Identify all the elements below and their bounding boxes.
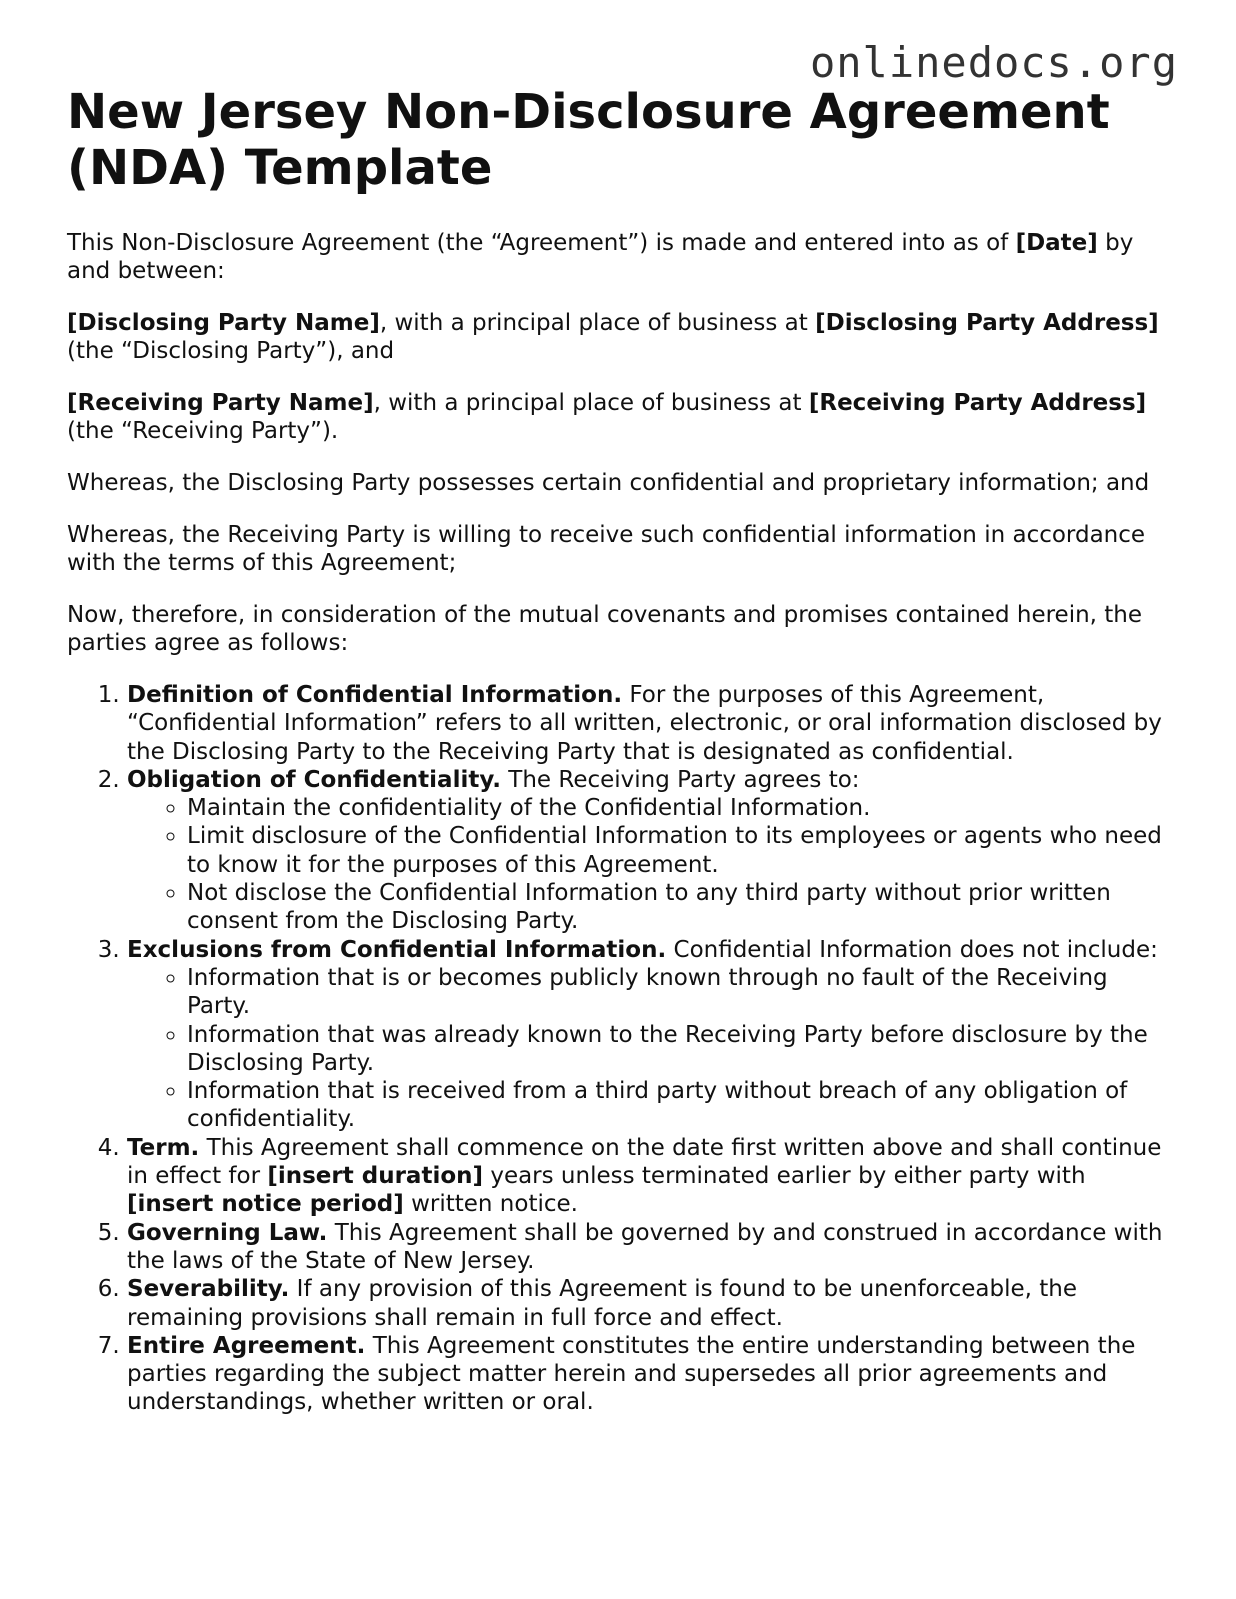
document-page [67,84,1167,1417]
notice-period-field: [insert notice period] [127,1191,404,1218]
obligation-sublist [127,794,1167,935]
whereas-paragraph-2: Whereas, the Receiving Party is willing to receive such confidential information in accordance with the terms of this Agreement; [67,522,1146,576]
clause-severability [127,1275,1167,1332]
clause-definition [127,681,1167,766]
disclosing-tail: (the “Disclosing Party”), and [67,338,395,364]
clause-text: This Agreement constitutes the entire understanding between the parties regarding the subject matter herein and supersedes all prior agreements and understandings, whether written or oral. [127,1332,1136,1416]
receiving-party-name-field: [Receiving Party Name] [67,390,374,416]
receiving-party-address-field: [Receiving Party Address] [808,390,1147,416]
clause-text: The Receiving Party agrees to: [500,766,860,793]
intro-text: This Non-Disclosure Agreement (the “Agreement”) is made and entered into as of [67,230,1016,256]
clause-heading: Definition of Confidential Information. [127,682,623,708]
intro-paragraph [67,229,1167,285]
disclosing-party-name-field: [Disclosing Party Name] [67,310,380,336]
clause-text: This Agreement shall commence on the date first written above and shall continue in effect for [127,1134,1162,1190]
clause-governing-law [127,1219,1167,1276]
list-item: ◦ Information that was already known to the Receiving Party before disclosure by the Disclosing Party. [187,1021,1167,1078]
clause-obligation [127,766,1167,936]
list-item: ◦ Limit disclosure of the Confidential Information to its employees or agents who need to know it for the purposes of this Agreement. [187,822,1167,879]
clause-heading: Entire Agreement. [127,1332,366,1359]
receiving-party-paragraph [67,389,1167,445]
clause-heading: Obligation of Confidentiality. [127,766,501,793]
clause-text: If any provision of this Agreement is found to be unenforceable, the remaining provisions shall remain in full force and effect. [127,1276,1077,1331]
clause-text: This Agreement shall be governed by and construed in accordance with the laws of the State of New Jersey. [127,1219,1163,1274]
exclusions-sublist [127,964,1167,1134]
page-title: New Jersey Non-Disclosure Agreement (NDA) Template [67,84,1110,196]
clause-heading: Governing Law. [127,1219,328,1246]
intro-text-after: by and between: [67,230,1134,284]
list-item: ◦ Maintain the confidentiality of the Confidential Information. [187,794,1167,822]
list-item: ◦ Information that is received from a third party without breach of any obligation of confidentiality. [187,1077,1167,1134]
clause-text: written notice. [403,1191,578,1218]
clauses-list [67,681,1167,1417]
disclosing-mid: , with a principal place of business at [379,310,816,336]
receiving-mid: , with a principal place of business at [373,390,809,416]
list-item: ◦ Information that is or becomes publicly known through no fault of the Receiving Party. [187,964,1167,1021]
watermark: onlinedocs.org [809,38,1178,87]
clause-term [127,1134,1167,1219]
clause-exclusions [127,936,1167,1134]
receiving-tail: (the “Receiving Party”). [67,418,339,444]
disclosing-party-address-field: [Disclosing Party Address] [815,310,1159,336]
list-item: ◦ Not disclose the Confidential Information to any third party without prior written consent from the Disclosing Party. [187,879,1167,936]
clause-entire-agreement [127,1332,1167,1417]
clause-text: For the purposes of this Agreement, “Confidential Information” refers to all written, electronic, or oral information disclosed by the Disclosing Party to the Receiving Party that is designated as confidential. [127,682,1162,765]
whereas-paragraph-1: Whereas, the Disclosing Party possesses certain confidential and proprietary information; and [67,470,1150,496]
clause-text: years unless terminated earlier by either party with [483,1163,1086,1190]
date-field: [Date] [1015,230,1098,256]
clause-heading: Term. [127,1134,200,1161]
clause-text: Confidential Information does not include: [666,936,1158,963]
clause-heading: Severability. [127,1276,290,1303]
now-therefore-paragraph: Now, therefore, in consideration of the mutual covenants and promises contained herein, the parties agree as follows: [67,602,1143,656]
clause-heading: Exclusions from Confidential Information. [127,936,667,963]
disclosing-party-paragraph [67,309,1167,365]
duration-field: [insert duration] [267,1163,484,1190]
